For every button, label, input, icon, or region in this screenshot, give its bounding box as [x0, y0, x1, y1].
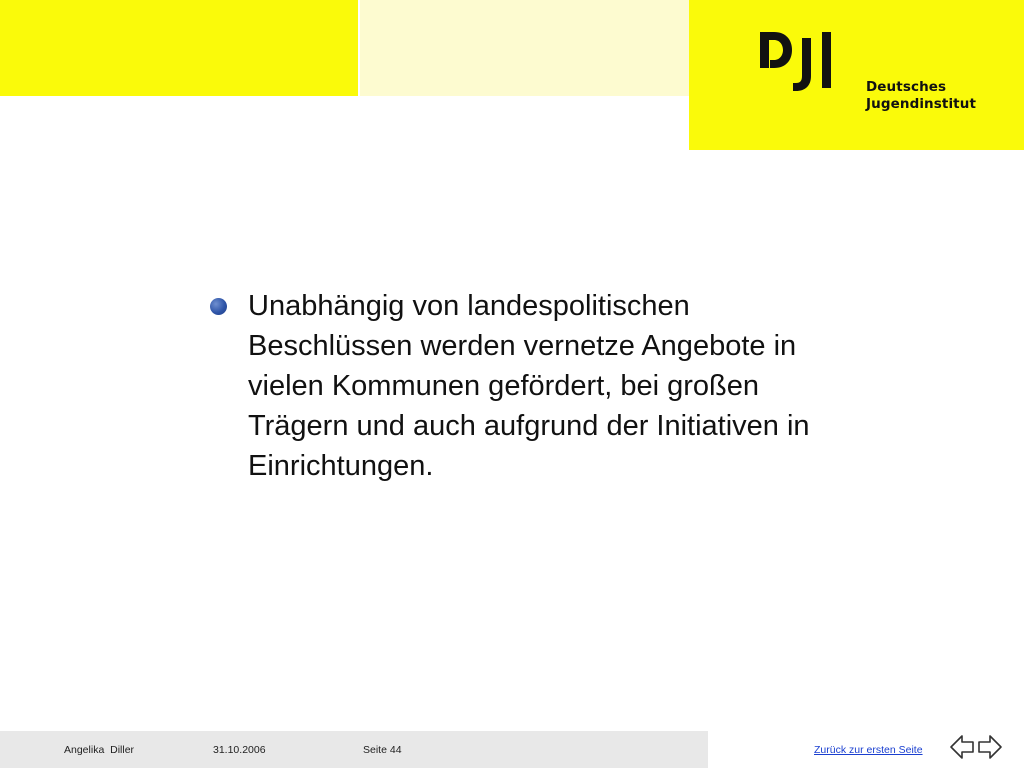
slide-content: [206, 286, 926, 486]
dji-logo-icon: [758, 28, 848, 92]
header-cream-block: [360, 0, 689, 96]
logo-panel: [689, 0, 1024, 150]
bullet-line: Unabhängig von landespolitischen: [248, 290, 690, 322]
footer-author: Angelika Diller: [64, 744, 135, 756]
logo-line-2: Jugendinstitut: [866, 96, 976, 112]
header-yellow-block: [0, 0, 358, 96]
logo-line-1: Deutsches: [866, 79, 947, 95]
back-to-first-slide-link[interactable]: Zurück zur ersten Seite: [814, 744, 923, 756]
footer-date: 31.10.2006: [213, 744, 266, 756]
bullet-line: vielen Kommunen gefördert, bei großen: [248, 370, 760, 402]
logo-wordmark: [866, 79, 976, 113]
bullet-line: Trägern und auch aufgrund der Initiativen in: [248, 410, 810, 442]
bullet-item: [206, 286, 926, 486]
bullet-dot-icon: [210, 298, 227, 315]
bullet-line: Einrichtungen.: [248, 450, 434, 482]
back-forward-arrows-icon[interactable]: [949, 732, 1003, 762]
bullet-line: Beschlüssen werden vernetze Angebote in: [248, 330, 797, 362]
footer-page-number: Seite 44: [363, 744, 402, 756]
